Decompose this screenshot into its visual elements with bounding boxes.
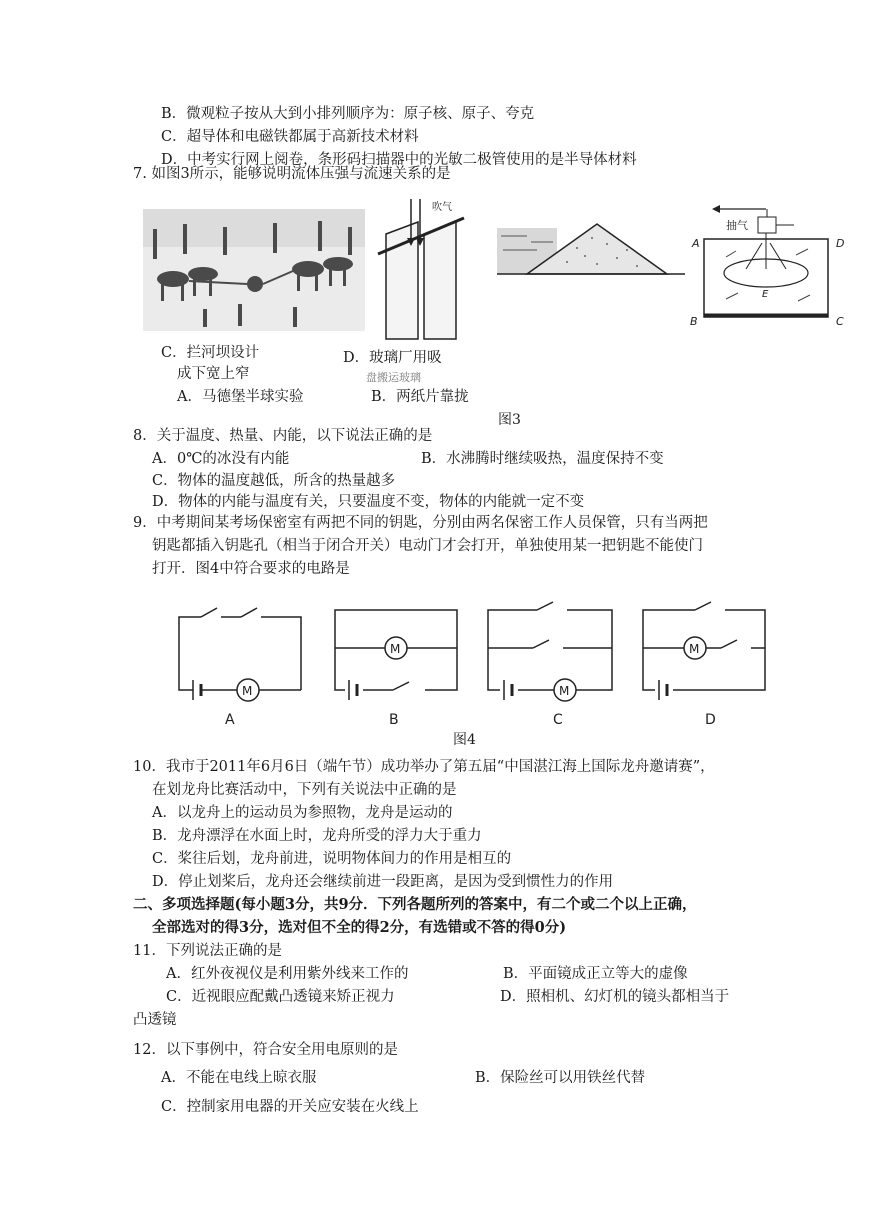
corner-c: C [836,315,844,328]
q7-option-b: B．两纸片靠拢 [371,389,469,405]
corner-b: B [690,315,698,328]
q9-stem-line1: 9．中考期间某考场保密室有两把不同的钥匙，分别由两名保密工作人员保管，只有当两把 [133,515,708,531]
figure-4-circuits [165,590,775,740]
q7-option-d-line1: D．玻璃厂用吸 [343,350,442,366]
two-paper-sheets-illustration [376,194,476,342]
section-2-heading-line1: 二、多项选择题(每小题3分，共9分．下列各题所列的答案中，有二个或二个以上正确， [133,896,697,913]
q12-stem: 12．以下事例中，符合安全用电原则的是 [133,1042,398,1058]
figure-3-caption: 图3 [498,412,521,428]
q8-option-b: B．水沸腾时继续吸热，温度保持不变 [421,451,664,467]
q6-option-c: C．超导体和电磁铁都属于高新技术材料 [161,129,419,145]
q12-option-a: A．不能在电线上晾衣服 [161,1070,317,1086]
q6-option-d: D．中考实行网上阅卷，条形码扫描器中的光敏二极管使用的是半导体材料 [161,152,637,168]
q12-option-c: C．控制家用电器的开关应安装在火线上 [161,1099,419,1115]
circuit-label-b: B [389,712,399,728]
q10-option-c: C．桨往后划，龙舟前进，说明物体间力的作用是相互的 [152,851,512,867]
q11-option-c: C．近视眼应配戴凸透镜来矫正视力 [166,989,395,1005]
q11-option-a: A．红外夜视仪是利用紫外线来工作的 [166,966,409,982]
q9-stem-line3: 打开．图4中符合要求的电路是 [152,561,350,577]
q11-stem: 11．下列说法正确的是 [133,943,282,959]
point-e: E [762,289,769,300]
q10-stem-line1: 10．我市于2011年6月6日（端午节）成功举办了第五届“中国湛江海上国际龙舟邀请赛”， [133,759,715,775]
motor-label-c: M [559,684,570,698]
glass-suction-illustration [686,197,854,332]
q8-option-d: D．物体的内能与温度有关，只要温度不变，物体的内能就一定不变 [152,494,585,510]
q6-option-b: B．微观粒子按从大到小排列顺序为：原子核、原子、夸克 [161,106,535,122]
q8-stem: 8．关于温度、热量、内能，以下说法正确的是 [133,428,433,444]
q9-stem-line2: 钥匙都插入钥匙孔（相当于闭合开关）电动门才会打开，单独使用某一把钥匙不能使门 [152,538,703,554]
q11-option-d: D．照相机、幻灯机的镜头都相当于 [500,989,730,1005]
q12-option-b: B．保险丝可以用铁丝代替 [475,1070,646,1086]
q8-option-c: C．物体的温度越低，所含的热量越多 [152,473,396,489]
q7-option-c-line2: 成下宽上窄 [177,366,250,382]
q10-option-a: A．以龙舟上的运动员为参照物，龙舟是运动的 [152,805,453,821]
q10-option-d: D．停止划桨后，龙舟还会继续前进一段距离，是因为受到惯性力的作用 [152,874,614,890]
circuit-label-d: D [705,712,716,728]
suction-label: 抽气 [726,219,748,232]
q7-option-a: A．马德堡半球实验 [177,389,304,405]
corner-a: A [692,237,700,250]
q8-option-a: A．0℃的冰没有内能 [152,451,290,467]
corner-d: D [836,237,845,250]
figure-4-caption: 图4 [453,732,476,748]
dam-illustration [497,218,685,278]
q7-stem: 7. 如图3所示，能够说明流体压强与流速关系的是 [133,166,451,182]
q11-option-b: B．平面镜成正立等大的虚像 [503,966,688,982]
q11-option-d-continued: 凸透镜 [133,1012,177,1028]
blow-label: 吹气 [432,202,452,213]
section-2-heading-line2: 全部选对的得3分，选对但不全的得2分，有选错或不答的得0分) [152,919,567,936]
circuit-label-c: C [553,712,563,728]
q7-option-c-line1: C．拦河坝设计 [161,345,260,361]
motor-label-d: M [689,642,700,656]
q10-option-b: B．龙舟漂浮在水面上时，龙舟所受的浮力大于重力 [152,828,482,844]
motor-label-a: M [242,684,253,698]
motor-label-b: M [390,642,401,656]
q10-stem-line2: 在划龙舟比赛活动中，下列有关说法中正确的是 [152,782,457,798]
circuit-label-a: A [225,712,235,728]
q7-option-d-line2: 盘搬运玻璃 [366,371,421,384]
magdeburg-horses-illustration [143,209,365,331]
